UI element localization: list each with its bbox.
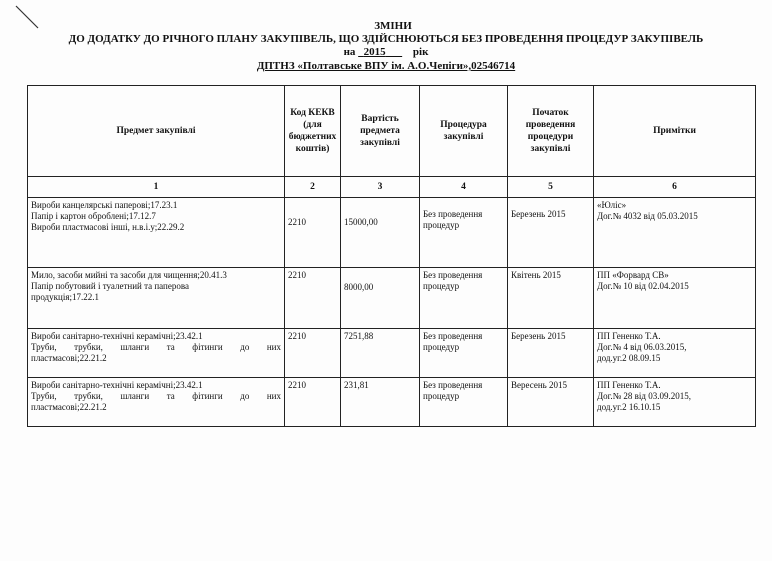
procedure-cell: Без проведення процедур [420,198,508,268]
note-line: «Юліс» [597,200,627,210]
subject-cell [28,198,285,268]
note-line: Дог.№ 4032 від 05.03.2015 [597,211,698,221]
procedure-cell: Без проведення процедур [420,268,508,329]
column-number: 5 [508,177,594,198]
document-title: ЗМІНИ [374,20,412,32]
notes-cell [594,268,756,329]
cost-cell: 8000,00 [341,268,420,329]
year-suffix: рік [412,46,429,58]
kekv-cell: 2210 [285,378,341,427]
column-header-cost: Вартість предмета закупівлі [341,86,420,177]
column-number-row [28,177,756,198]
cost-cell: 7251,88 [341,329,420,378]
notes-cell [594,198,756,268]
column-number: 2 [285,177,341,198]
subject-line: пластмасові;22.21.2 [31,402,107,412]
kekv-cell: 2210 [285,268,341,329]
table-row [28,329,756,378]
year-line [0,46,772,59]
subject-line: Вироби санітарно-технічні керамічні;23.42.1 [31,331,203,341]
document-header [0,20,772,73]
notes-cell [594,329,756,378]
note-line: дод.уг.2 16.10.15 [597,402,661,412]
subject-line: пластмасові;22.21.2 [31,353,107,363]
cost-cell: 15000,00 [341,198,420,268]
note-line: Дог.№ 4 від 06.03.2015, [597,342,687,352]
table-row [28,268,756,329]
subject-line: Папір і картон оброблені;17.12.7 [31,211,156,221]
start-cell: Березень 2015 [508,329,594,378]
column-header-notes: Примітки [594,86,756,177]
column-header-subject: Предмет закупівлі [28,86,285,177]
kekv-cell: 2210 [285,329,341,378]
column-number: 4 [420,177,508,198]
note-line: Дог.№ 28 від 03.09.2015, [597,391,691,401]
note-line: ПП Гененко Т.А. [597,331,661,341]
subject-line: продукція;17.22.1 [31,292,99,302]
column-number: 3 [341,177,420,198]
year-value: 2015 [363,46,386,58]
table-header-row [28,86,756,177]
start-cell: Квітень 2015 [508,268,594,329]
start-cell: Вересень 2015 [508,378,594,427]
subject-line: Вироби канцелярські паперові;17.23.1 [31,200,178,210]
subject-line: Труби, трубки, шланги та фітинги до них [31,391,281,401]
note-line: ПП «Форвард СВ» [597,270,669,280]
organization-name: ДПТНЗ «Полтавське ВПУ ім. А.О.Чепіги»,02546714 [256,60,516,72]
table-row [28,378,756,427]
column-number: 1 [28,177,285,198]
note-line: ПП Гененко Т.А. [597,380,661,390]
column-number: 6 [594,177,756,198]
column-header-kekv: Код КЕКВ (для бюджетних коштів) [285,86,341,177]
note-line: Дог.№ 10 від 02.04.2015 [597,281,689,291]
subject-line: Папір побутовий і туалетний та паперова [31,281,189,291]
subject-cell [28,378,285,427]
note-line: дод.уг.2 08.09.15 [597,353,661,363]
subject-line: Труби, трубки, шланги та фітинги до них [31,342,281,352]
document-subtitle: ДО ДОДАТКУ ДО РІЧНОГО ПЛАНУ ЗАКУПІВЕЛЬ, ЩО ЗДІЙСНЮЮТЬСЯ БЕЗ ПРОВЕДЕННЯ ПРОЦЕДУР ЗАКУПІВЕЛЬ [68,33,704,45]
procedure-cell: Без проведення процедур [420,378,508,427]
procedure-cell: Без проведення процедур [420,329,508,378]
start-cell: Березень 2015 [508,198,594,268]
kekv-cell: 2210 [285,198,341,268]
notes-cell [594,378,756,427]
table-row [28,198,756,268]
subject-line: Мило, засоби мийні та засоби для чищення;20.41.3 [31,270,227,280]
subject-cell [28,268,285,329]
column-header-start: Початок проведення процедури закупівлі [508,86,594,177]
year-prefix: на [343,46,356,58]
procurement-table [27,85,756,427]
subject-line: Вироби пластмасові інші, н.в.і.у;22.29.2 [31,222,185,232]
cost-cell: 231,81 [341,378,420,427]
subject-line: Вироби санітарно-технічні керамічні;23.42.1 [31,380,203,390]
subject-cell [28,329,285,378]
column-header-procedure: Процедура закупівлі [420,86,508,177]
